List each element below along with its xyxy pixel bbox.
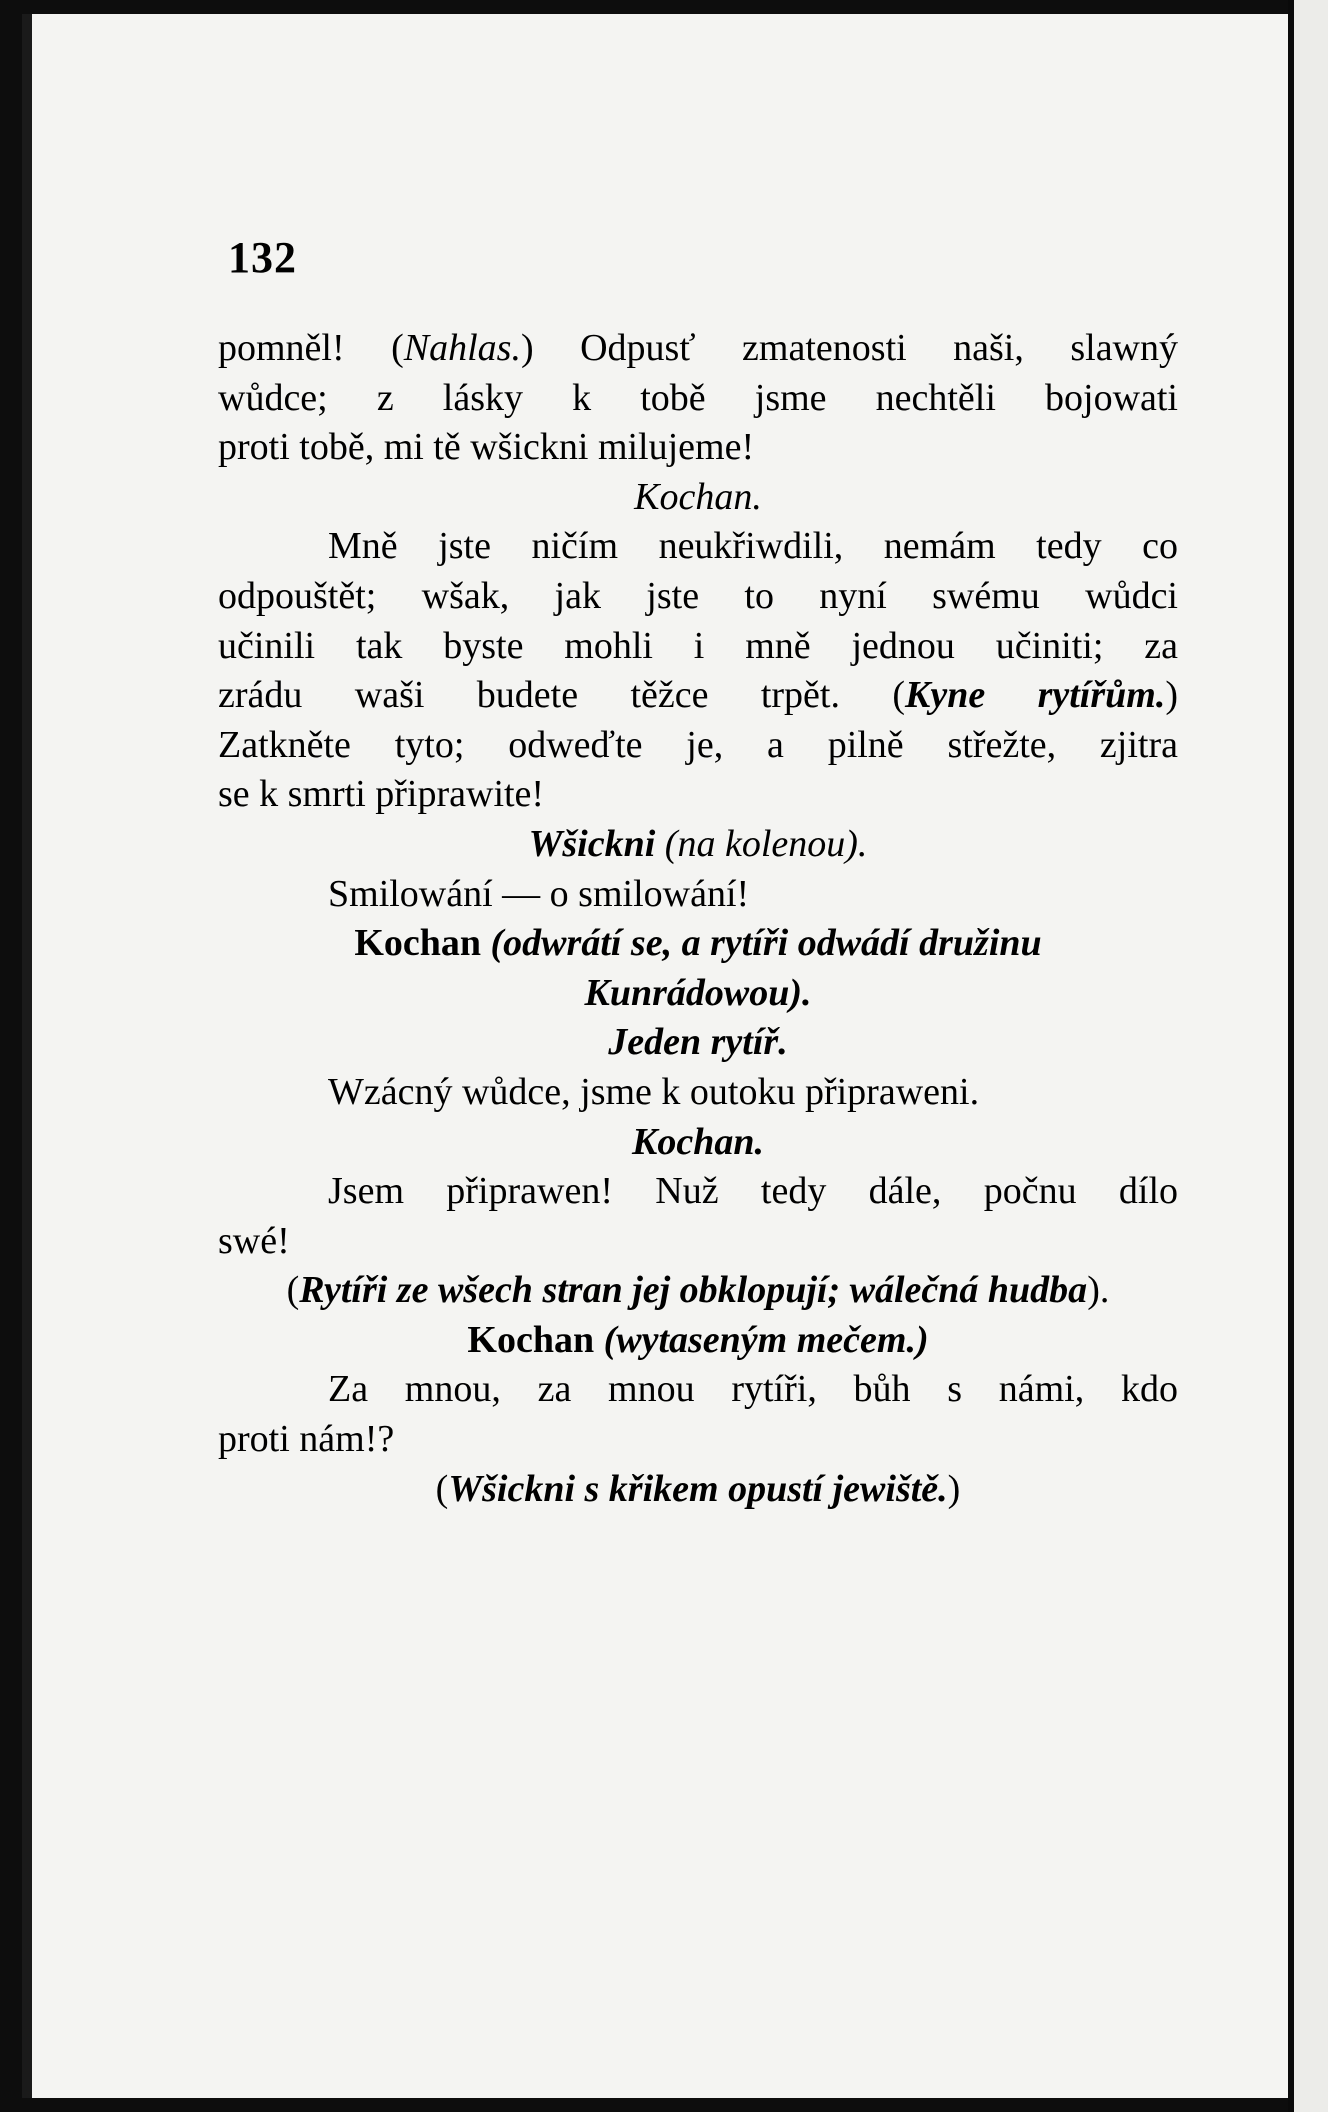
text-line: pomněl! (Nahlas.) Odpusť zmatenosti naši, slawný	[218, 327, 1179, 369]
text-line: zrádu waši budete těžce trpět. (Kyne rytířům.)	[218, 674, 1178, 717]
text-line: proti tobě, mi tě wšickni milujeme!	[218, 426, 755, 469]
speaker-name: Jeden rytíř.	[608, 1021, 788, 1064]
speaker-name: Kochan.	[634, 475, 762, 518]
speaker-name: Kochan (odwrátí se, a rytíři odwádí družinu	[354, 922, 1042, 965]
text-line: odpouštět; wšak, jak jste to nyní swému wůdci	[218, 574, 1178, 617]
stage-direction: Kunrádowou).	[584, 971, 812, 1014]
stage-direction: (Wšickni s křikem opustí jewiště.)	[435, 1467, 961, 1510]
text-line: wůdce; z lásky k tobě jsme nechtěli bojowati	[218, 376, 1178, 419]
speaker-name: Kochan (wytaseným mečem.)	[467, 1318, 929, 1361]
text-line: Wzácný wůdce, jsme k outoku připraweni.	[328, 1070, 980, 1113]
text-line: učinili tak byste mohli i mně jednou učiniti; za	[218, 624, 1178, 667]
text-line: Zatkněte tyto; odweďte je, a pilně střežte, zjitra	[218, 723, 1178, 766]
speaker-name: Wšickni (na kolenou).	[528, 822, 868, 865]
text-line: se k smrti připrawite!	[218, 773, 545, 816]
text-line: Mně jste ničím neukřiwdili, nemám tedy co	[328, 525, 1178, 568]
page-number: 132	[228, 233, 297, 282]
text-line: Smilowání — o smilowání!	[328, 872, 750, 915]
text-line: Za mnou, za mnou rytíři, bůh s námi, kdo	[328, 1368, 1178, 1411]
speaker-name: Kochan.	[632, 1120, 764, 1163]
text-line: Jsem připrawen! Nuž tedy dále, počnu dílo	[328, 1170, 1178, 1213]
next-page-edge	[1288, 0, 1328, 2112]
page-text	[218, 228, 1178, 1514]
text-line: proti nám!?	[218, 1418, 395, 1461]
stage-direction: (Rytíři ze wšech stran jej obklopují; wálečná hudba).	[286, 1269, 1110, 1312]
text-line: swé!	[218, 1219, 290, 1262]
